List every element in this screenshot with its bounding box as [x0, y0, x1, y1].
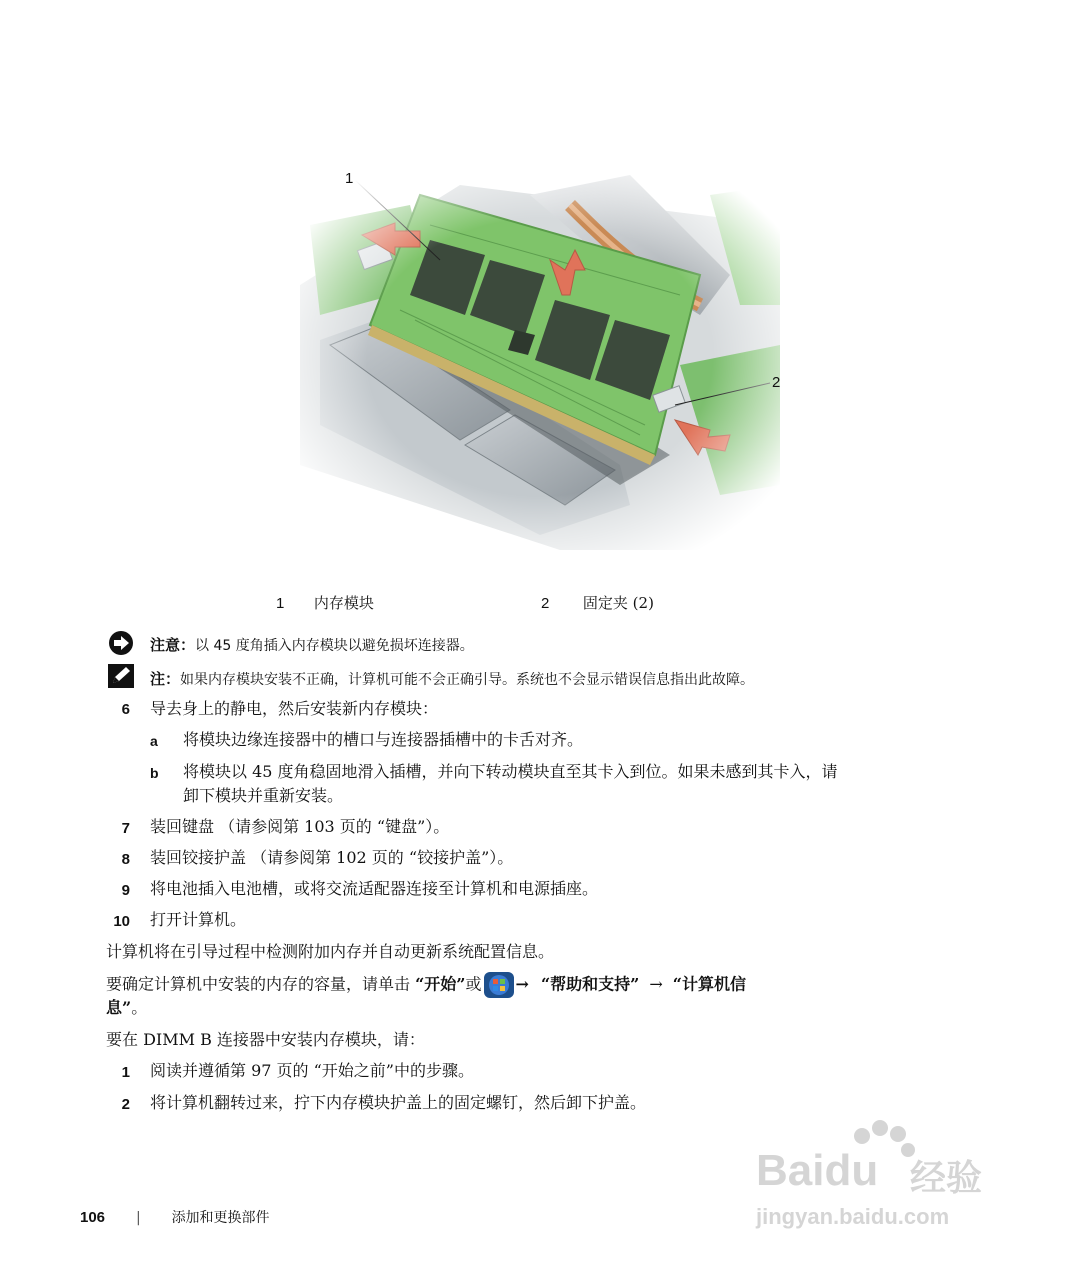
- watermark-brand: Bai: [756, 1146, 825, 1195]
- step-text: 阅读并遵循第 97 页的 “开始之前”中的步骤。: [150, 1061, 474, 1080]
- windows-start-icon: [484, 972, 514, 998]
- step-number: 7: [121, 820, 130, 837]
- paragraph-help-continued: [106, 996, 147, 1020]
- step-text: 导去身上的静电，然后安装新内存模块：: [150, 699, 439, 718]
- note-label: 注：: [150, 670, 181, 688]
- help-link-text: “帮助和支持”: [540, 974, 640, 994]
- step-number: 8: [121, 851, 130, 868]
- note-text: 如果内存模块安装不正确，计算机可能不会正确引导。系统也不会显示错误信息指出此故障。: [180, 672, 755, 688]
- watermark-url: jingyan.baidu.com: [756, 1204, 950, 1229]
- substep-letter: b: [150, 765, 159, 781]
- notice-text-block: [150, 634, 474, 655]
- note-pencil-icon: [108, 664, 134, 688]
- footer-separator: |: [135, 1210, 141, 1226]
- arrow: →: [515, 974, 529, 994]
- substep-text-continued: 卸下模块并重新安装。: [183, 786, 344, 805]
- callout-2: 2: [772, 374, 781, 391]
- para-text: 要确定计算机中安装的内存的容量，请单击: [106, 974, 416, 994]
- note-text-block: [150, 668, 754, 689]
- page-number: 106: [80, 1209, 106, 1226]
- page-footer: [80, 1207, 270, 1227]
- paragraph-help-instructions: [106, 972, 746, 998]
- notice-label: 注意：: [150, 636, 196, 654]
- step-text: 装回键盘 （请参阅第 103 页的 “键盘”）。: [150, 817, 450, 836]
- notice-text: 以 45 度角插入内存模块以避免损坏连接器。: [195, 638, 474, 654]
- baidu-jingyan-watermark: [752, 1118, 1012, 1238]
- legend-item-1: [276, 592, 374, 613]
- step-number: 6: [121, 701, 130, 718]
- para-text: 。: [131, 998, 148, 1017]
- substep-letter: a: [150, 733, 158, 749]
- step-number: 2: [121, 1096, 130, 1113]
- watermark-cn: 经验: [910, 1158, 983, 1199]
- paragraph: 要在 DIMM B 连接器中安装内存模块，请：: [106, 1030, 425, 1049]
- substep-text: 将模块以 45 度角稳固地滑入插槽，并向下转动模块直至其卡入到位。如果未感到其卡入，请: [183, 762, 838, 781]
- legend-num: 1: [276, 595, 285, 612]
- watermark-brand-2: du: [824, 1146, 879, 1195]
- computer-info-text: “计算机信: [672, 974, 746, 994]
- step-text: 打开计算机。: [150, 910, 247, 929]
- step-number: 1: [121, 1064, 130, 1081]
- chapter-title: 添加和更换部件: [171, 1210, 270, 1226]
- arrow: →: [649, 974, 663, 994]
- step-number: 10: [113, 913, 130, 930]
- computer-info-text-continued: 息”: [106, 998, 132, 1017]
- step-text: 将电池插入电池槽，或将交流适配器连接至计算机和电源插座。: [150, 879, 599, 898]
- substep-text: 将模块边缘连接器中的槽口与连接器插槽中的卡舌对齐。: [183, 730, 584, 749]
- step-text: 将计算机翻转过来，拧下内存模块护盖上的固定螺钉，然后卸下护盖。: [150, 1093, 647, 1112]
- para-text: 或: [465, 974, 482, 994]
- legend-num: 2: [541, 595, 550, 612]
- notice-icon: [108, 630, 134, 656]
- memory-module-illustration: [300, 165, 780, 550]
- legend-label: 内存模块: [313, 594, 374, 612]
- legend-item-2: [541, 592, 654, 613]
- callout-1: 1: [345, 170, 354, 187]
- step-number: 9: [121, 882, 130, 899]
- legend-label: 固定夹 (2): [582, 594, 654, 612]
- paragraph: 计算机将在引导过程中检测附加内存并自动更新系统配置信息。: [106, 942, 555, 961]
- step-text: 装回铰接护盖 （请参阅第 102 页的 “铰接护盖”）。: [150, 848, 514, 867]
- start-link-text: “开始”: [415, 974, 466, 994]
